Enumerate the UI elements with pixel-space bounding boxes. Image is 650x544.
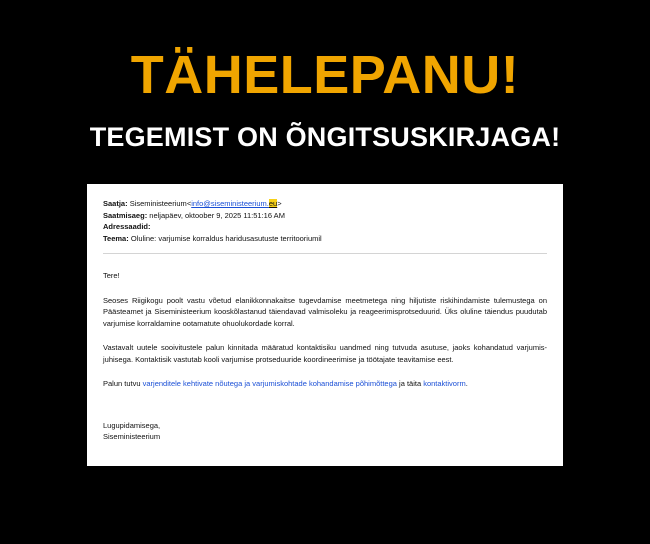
paragraph-3-suffix: . — [465, 379, 468, 388]
sent-label: Saatmisaeg: — [103, 210, 148, 220]
sender-address-close: > — [277, 199, 282, 208]
sender-address-tld-highlight: eu — [268, 199, 278, 208]
paragraph-3-prefix: Palun tutvu — [103, 379, 143, 388]
paragraph-3-middle: ja täita — [396, 379, 424, 388]
email-greeting: Tere! — [103, 271, 120, 280]
email-paragraph-2: Vastavalt uutele sooivitustele palun kinnitada määratud kontaktisiku uandmed ning tutvuda asutuse, jaoks kohandatud varjumis-juhisega. Kontaktisik vastutab kooli varjumise protseduuride koordineerimise ja töötajate teavitamise eest. — [103, 343, 547, 364]
sender-address-open: < — [186, 199, 192, 208]
email-paragraph-3 — [103, 378, 547, 390]
email-signoff — [103, 420, 547, 443]
email-header-sent — [103, 210, 547, 222]
recipients-label: Adressaadid: — [103, 222, 151, 231]
phishing-link-guidelines[interactable]: varjenditele kehtivate nõutega ja varjumiskohtade kohandamise põhimõttega — [142, 379, 397, 388]
email-header-subject — [103, 233, 547, 245]
sender-address-link[interactable]: info@siseministeerium. — [191, 199, 269, 208]
signoff-line-2: Siseministeerium — [103, 432, 161, 441]
email-screenshot — [87, 184, 563, 466]
subject-value: Oluline: varjumise korraldus haridusasutuste territooriumil — [130, 233, 322, 243]
sender-name: Siseministeerium — [129, 199, 187, 208]
header-divider — [103, 253, 547, 254]
sent-value: neljapäev, oktoober 9, 2025 11:51:16 AM — [149, 210, 285, 220]
subject-label: Teema: — [103, 233, 129, 243]
email-header-sender — [103, 198, 547, 210]
subtitle: TEGEMIST ON ÕNGITSUSKIRJAGA! — [89, 122, 561, 152]
email-header-recipients — [103, 221, 547, 233]
page-title: TÄHELEPANU! — [130, 45, 520, 105]
phishing-link-contact-form[interactable]: kontaktivorm — [423, 379, 466, 388]
email-paragraph-1: Seoses Riigikogu poolt vastu võetud elanikkonnakaitse tugevdamise meetmetega ning hiljutiste riskihindamiste tulemustega on Päästeamet ja Siseministeerium kooskõlastanud täiendavad valmisoleku ja reageerimisprotseduurid. Üks oluline täiendus puudutab varjumise korraldamine ootamatute ohuolukordade korral. — [103, 295, 547, 328]
email-header-block — [103, 198, 547, 244]
sender-label: Saatja: — [103, 199, 128, 208]
signoff-line-1: Lugupidamisega, — [103, 420, 161, 430]
